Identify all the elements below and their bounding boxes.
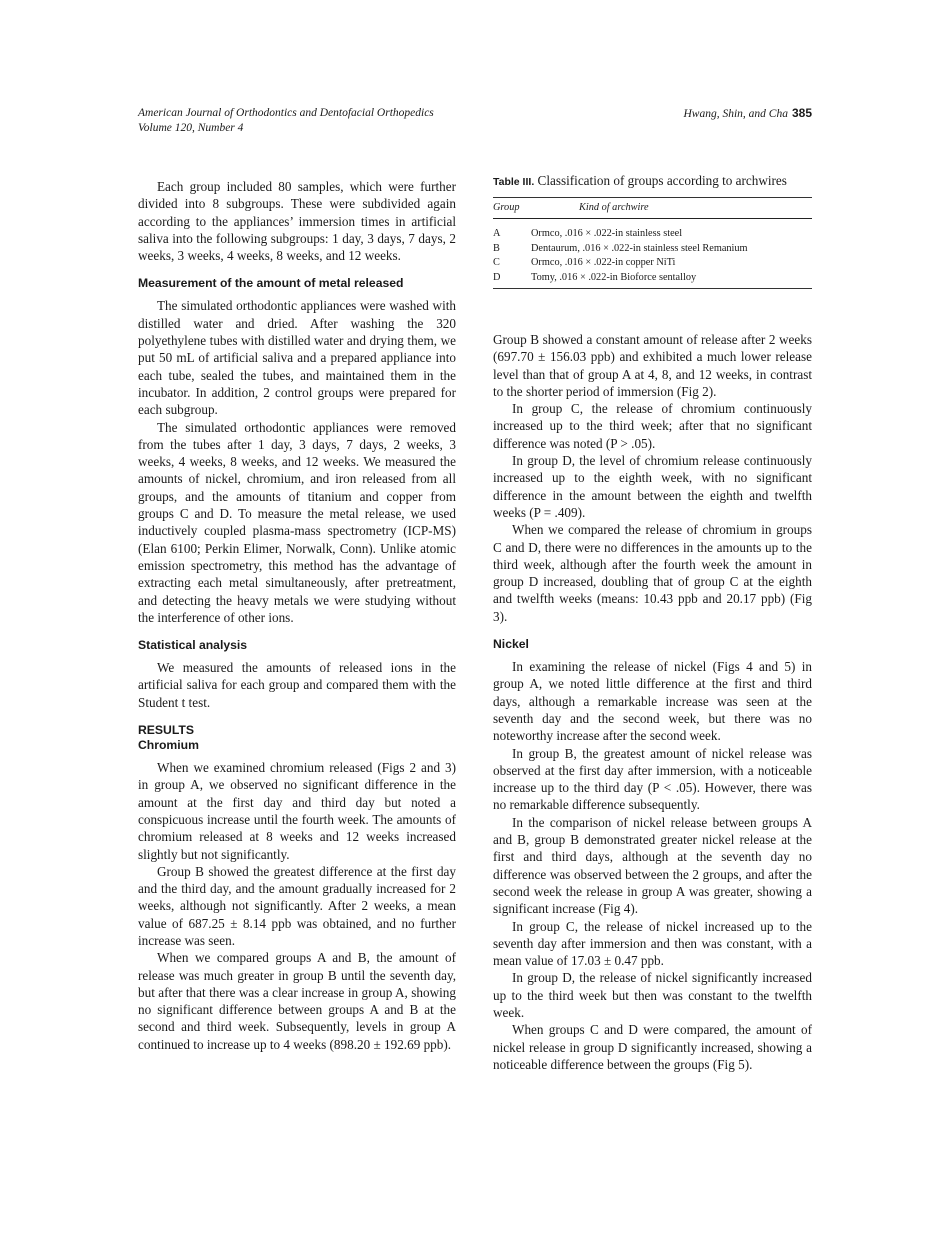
paragraph: When we examined chromium released (Figs 2 and 3) in group A, we observed no significant difference in the amount at the first day and third day but noted a conspicuous increase until the fourth week. The amounts of chromium released at 8 weeks and 12 weeks increased slightly but not significantly.: [138, 760, 456, 862]
paragraph: When groups C and D were compared, the amount of nickel release in group D significantly increased, showing a noticeable difference between the groups (Fig 5).: [493, 1022, 812, 1072]
table-cell: Ormco, .016 × .022-in stainless steel: [531, 228, 683, 239]
subsection-heading: Chromium: [138, 738, 199, 753]
table-row: [493, 271, 812, 289]
table-row: [493, 219, 812, 242]
table-cell: C: [493, 257, 500, 268]
paragraph: In group D, the release of nickel significantly increased up to the third week but then was constant to the twelfth week.: [493, 970, 812, 1020]
section-heading: RESULTS: [138, 723, 194, 738]
table-caption: [493, 172, 812, 191]
page-number: 385: [791, 106, 812, 120]
paragraph: When we compared the release of chromium in groups C and D, there were no differences in the amounts up to the third week, although after the fourth week the amount in group D increased, doubling that of group C at the eighth and twelfth weeks (means: 10.43 ppb and 20.17 ppb) (Fig 3).: [493, 522, 812, 624]
subsection-heading: Nickel: [493, 637, 529, 652]
table-label: Table III.: [493, 176, 535, 188]
left-column: [138, 178, 456, 1053]
paragraph: Group B showed a constant amount of release after 2 weeks (697.70 ± 156.03 ppb) and exhibited a much lower release level than that of group A at 4, 8, and 12 weeks, in contrast to the shorter period of immersion (Fig 2).: [493, 332, 812, 399]
section-heading: Statistical analysis: [138, 638, 248, 653]
paragraph: In examining the release of nickel (Figs 4 and 5) in group A, we noted little difference at the first and third days, although a remarkable increase was seen at the seventh day and the second week, but there was no noteworthy increase after the second week.: [493, 659, 812, 744]
table-cell: Dentaurum, .016 × .022-in stainless steel Remanium: [531, 242, 748, 254]
paragraph: We measured the amounts of released ions in the artificial saliva for each group and compared them with the Student t test.: [138, 660, 456, 710]
column-header: Group: [493, 198, 531, 219]
paragraph: In the comparison of nickel release between groups A and B, group B demonstrated greater nickel release at the first and third days, although at the seventh day no difference was observed between the 2 groups, and after the second week the release in group A was greater, showing a significant increase (Fig 4).: [493, 814, 812, 917]
journal-volume: Volume 120, Number 4: [138, 122, 244, 134]
table-row: [493, 242, 812, 257]
paragraph: In group C, the release of nickel increased up to the seventh day after immersion and then was constant, with a mean value of 17.03 ± 0.47 ppb.: [493, 918, 812, 969]
running-header-journal: [138, 106, 434, 136]
table-iii: [493, 172, 812, 289]
column-header: Kind of archwire: [531, 198, 812, 219]
running-header-authors: [684, 106, 813, 122]
table-caption-text: Classification of groups according to archwires: [537, 173, 787, 188]
table-row: [493, 256, 812, 271]
table-cell: Tomy, .016 × .022-in Bioforce sentalloy: [531, 271, 812, 289]
authors: Hwang, Shin, and Cha: [683, 108, 788, 120]
paragraph: In group B, the greatest amount of nickel release was observed at the first day after immersion, with a noticeable increase up to the third day (P < .05). However, there was no remarkable difference subsequently.: [493, 745, 812, 813]
archwire-table: [493, 197, 812, 289]
table-cell: B: [493, 242, 500, 254]
table-cell: A: [493, 228, 501, 239]
table-cell: Ormco, .016 × .022-in copper NiTi: [531, 257, 676, 268]
section-heading: Measurement of the amount of metal released: [138, 276, 404, 291]
paragraph: In group C, the release of chromium continuously increased up to the third week; after that no significant difference was noted (P > .05).: [493, 401, 812, 451]
paragraph: The simulated orthodontic appliances were removed from the tubes after 1 day, 3 days, 7 days, 2 weeks, 3 weeks, 4 weeks, 8 weeks, and 12 weeks. We measured the amounts of nickel, chromium, and iron released from all groups, and the amounts of titanium and copper from groups C and D. To measure the metal release, we used inductively coupled plasma-mass spectrometry (ICP-MS) (Elan 6100; Perkin Elimer, Norwalk, Conn). Unlike atomic emission spectrometry, this method has the advantage of extracting each metal simultaneously, after pretreatment, and detecting the heavy metals we were studying without the interference of other ions.: [138, 419, 456, 625]
paragraph: The simulated orthodontic appliances were washed with distilled water and dried. After washing the 320 polyethylene tubes with distilled water and drying them, we put 50 mL of artificial saliva and a prepared appliance into each tube, sealed the tubes, and maintained them in the incubator. In addition, 2 control groups were prepared for each subgroup.: [138, 298, 456, 418]
paragraph: When we compared groups A and B, the amount of release was much greater in group B until the seventh day, but after that there was a clear increase in group A, showing no significant difference between groups A and B at the second and third week. Subsequently, levels in group A continued to increase up to 4 weeks (898.20 ± 192.69 ppb).: [138, 950, 456, 1052]
journal-title: American Journal of Orthodontics and Dentofacial Orthopedics: [138, 107, 434, 119]
table-cell: D: [493, 271, 531, 289]
right-column: [493, 331, 812, 1073]
paragraph: In group D, the level of chromium release continuously increased up to the eighth week, with no significant difference in the amount between the eighth and twelfth weeks (P = .409).: [493, 453, 812, 520]
paragraph: Group B showed the greatest difference at the first day and the third day, and the amount gradually increased for 2 weeks, although not significantly. After 2 weeks, a mean value of 687.25 ± 8.14 ppb was obtained, and no further increase was seen.: [138, 863, 456, 948]
paragraph: Each group included 80 samples, which were further divided into 8 subgroups. These were subdivided again according to the appliances’ immersion times in artificial saliva into the following subgroups: 1 day, 3 days, 7 days, 2 weeks, 3 weeks, 4 weeks, 8 weeks, and 12 weeks.: [138, 179, 456, 264]
